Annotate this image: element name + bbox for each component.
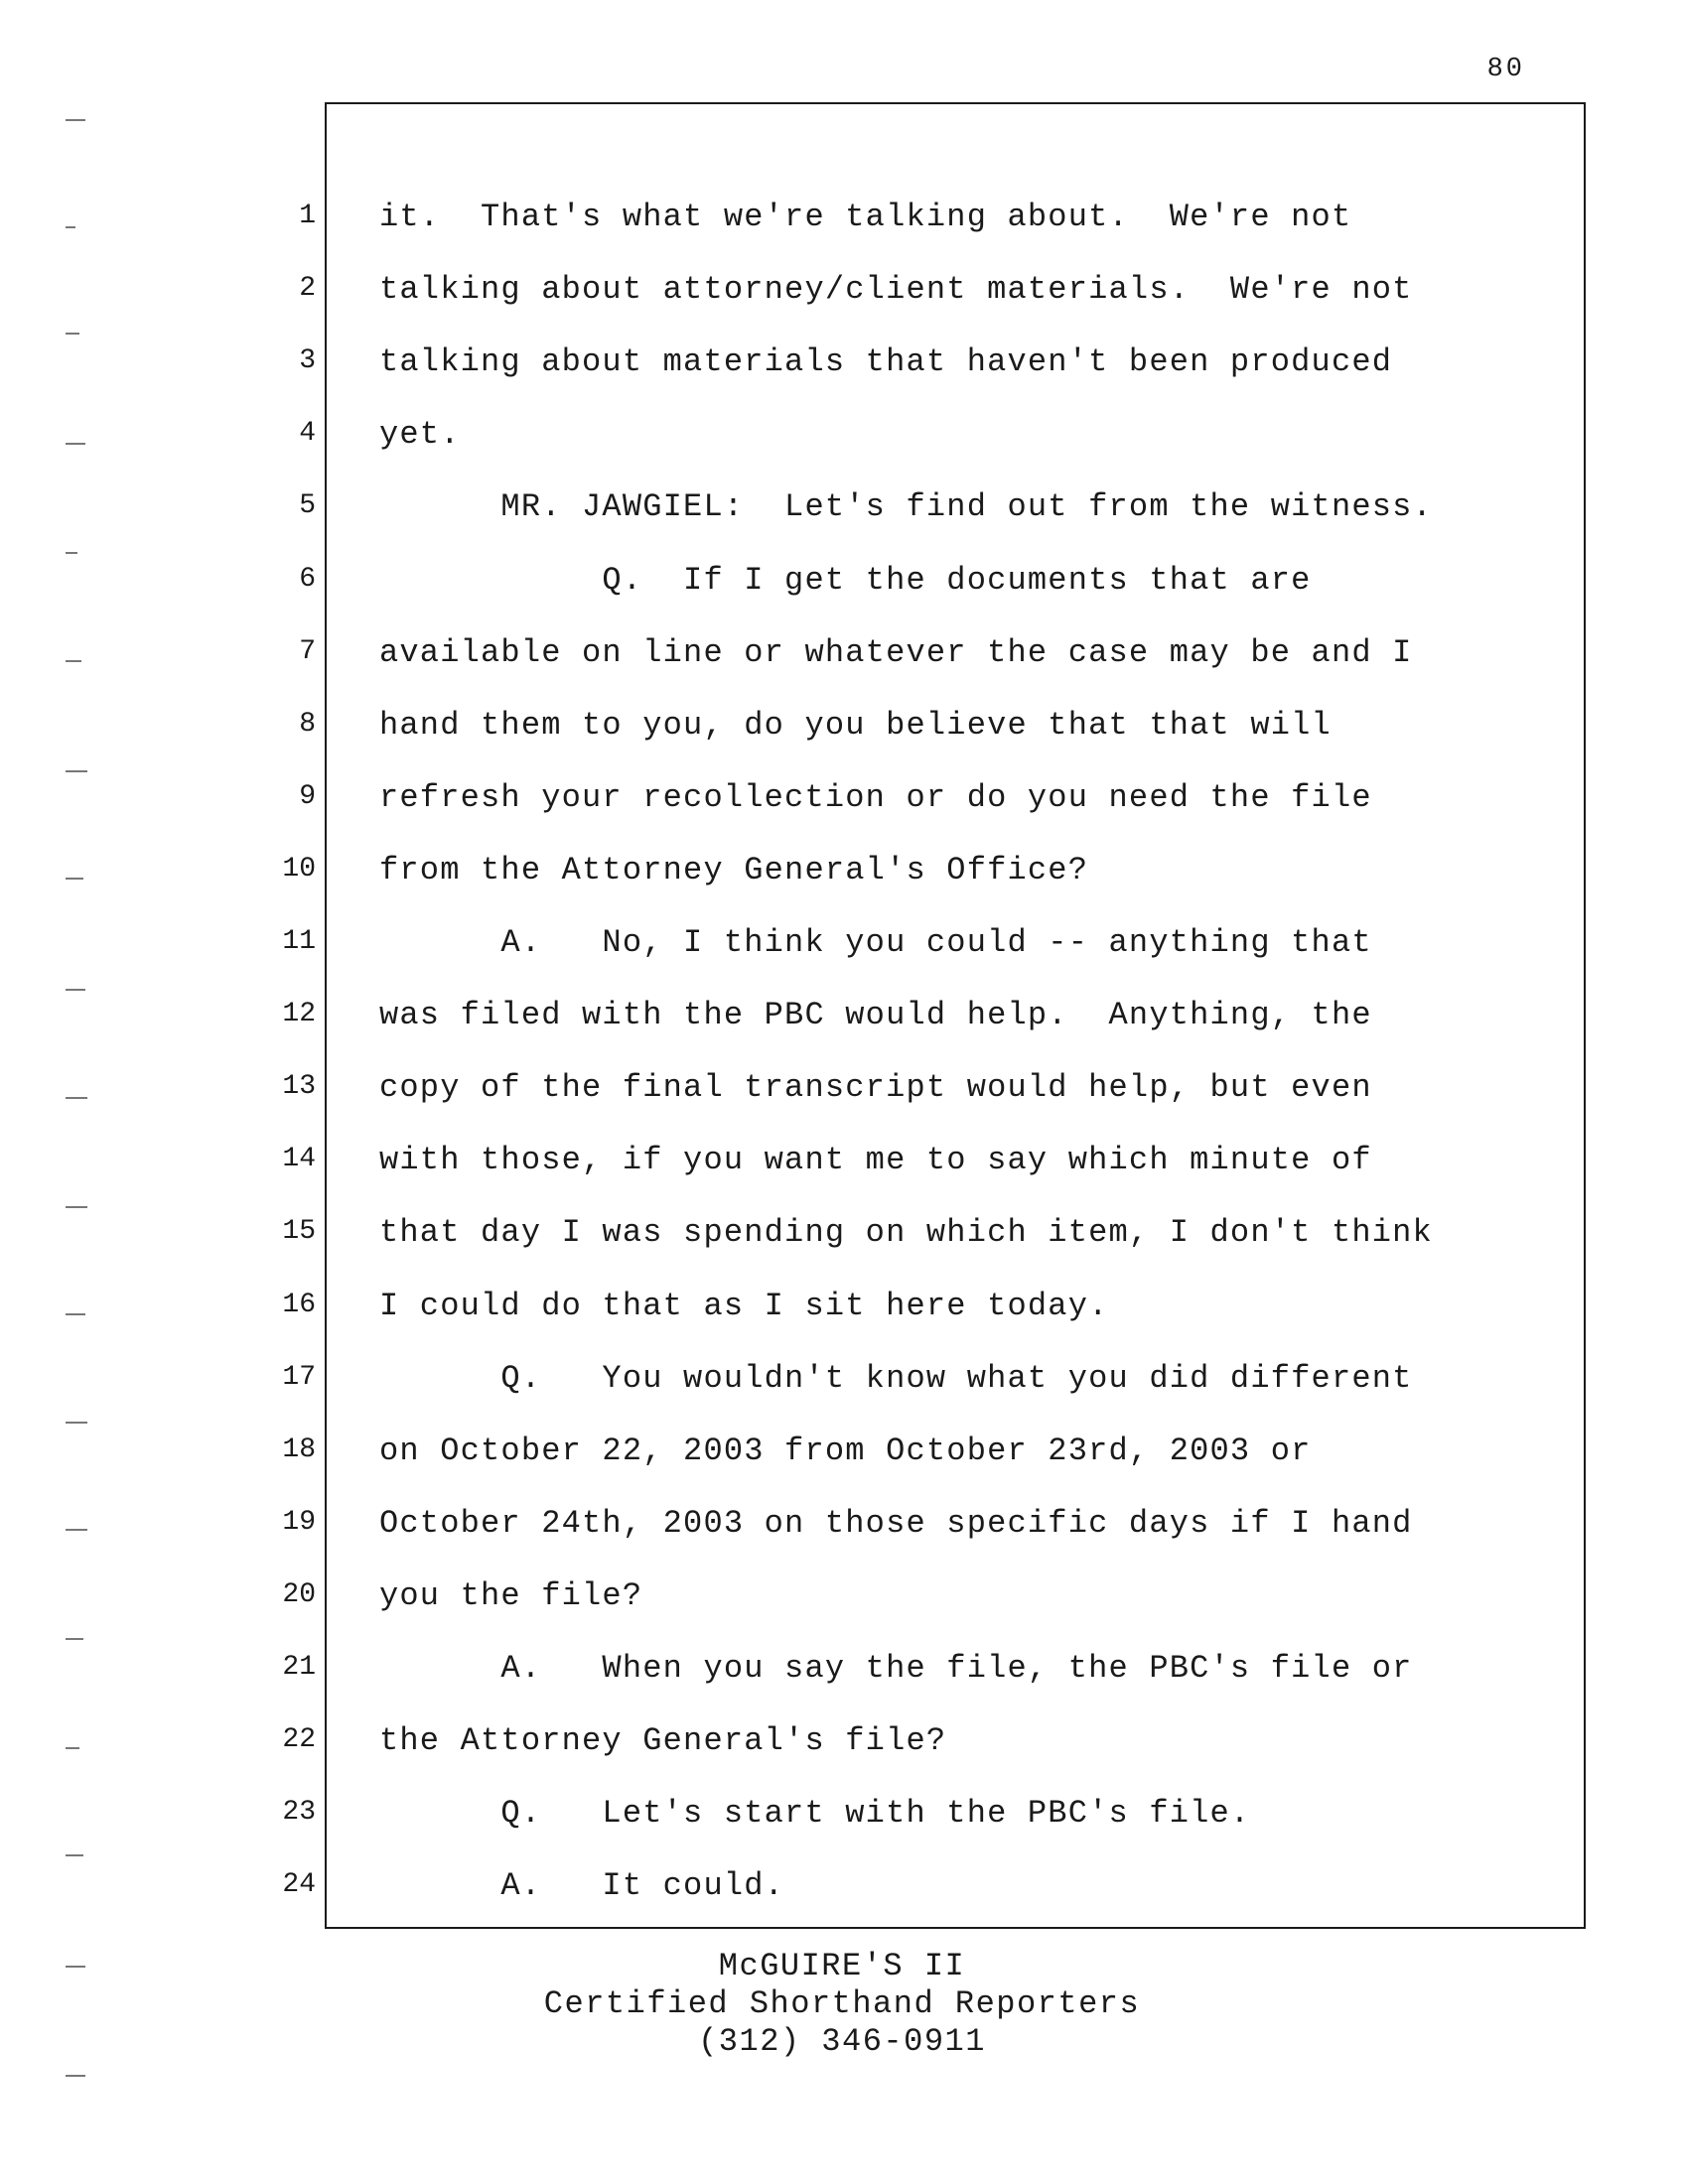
line-number: 21 [282,1652,316,1683]
line-number: 3 [299,345,316,376]
transcript-line: yet. [379,416,461,453]
margin-tick-mark [66,226,75,228]
reporter-subtitle: Certified Shorthand Reporters [543,1985,1141,2022]
transcript-line: A. It could. [379,1867,785,1904]
line-number: 5 [299,490,316,521]
margin-tick-mark [66,1747,79,1749]
transcript-line: from the Attorney General's Office? [379,852,1089,888]
transcript-line: Q. If I get the documents that are [379,562,1312,599]
margin-tick-mark [66,443,85,445]
line-number: 11 [282,926,316,957]
line-number: 8 [299,709,316,740]
line-number: 24 [282,1869,316,1900]
line-number: 23 [282,1797,316,1828]
margin-tick-mark [66,333,79,335]
line-number: 17 [282,1362,316,1393]
margin-tick-mark [66,1422,87,1424]
line-number: 4 [299,418,316,449]
line-number: 2 [299,273,316,304]
transcript-line: talking about attorney/client materials. We're not [379,271,1413,308]
transcript-line: that day I was spending on which item, I don't think [379,1214,1433,1251]
line-number: 19 [282,1507,316,1538]
transcript-line: was filed with the PBC would help. Anything, the [379,997,1372,1033]
margin-tick-mark [66,660,81,662]
line-number: 7 [299,636,316,667]
line-number: 18 [282,1434,316,1465]
line-number: 22 [282,1724,316,1755]
reporter-footer [0,1948,1684,2061]
transcript-line: with those, if you want me to say which minute of [379,1142,1372,1178]
transcript-line: hand them to you, do you believe that that will [379,707,1332,744]
line-number: 9 [299,781,316,812]
transcript-line: A. When you say the file, the PBC's file or [379,1650,1413,1687]
line-number: 14 [282,1144,316,1174]
line-number: 12 [282,999,316,1029]
page-number: 80 [1486,55,1525,84]
line-number: 20 [282,1579,316,1610]
transcript-line: A. No, I think you could -- anything that [379,924,1372,961]
margin-tick-mark [66,1206,87,1208]
reporter-phone: (312) 346-0911 [698,2023,986,2060]
margin-tick-mark [66,1097,87,1099]
transcript-line: MR. JAWGIEL: Let's find out from the witness. [379,488,1433,525]
transcript-line: available on line or whatever the case may be and I [379,634,1413,671]
margin-tick-mark [66,989,85,991]
line-number: 1 [299,201,316,231]
transcript-line: refresh your recollection or do you need the file [379,779,1372,816]
margin-tick-mark [66,770,87,772]
margin-tick-mark [66,1854,83,1856]
line-number: 13 [282,1071,316,1102]
line-number: 16 [282,1290,316,1320]
transcript-line: copy of the final transcript would help, but even [379,1069,1372,1106]
transcript-line: I could do that as I sit here today. [379,1288,1109,1324]
transcript-line: on October 22, 2003 from October 23rd, 2003 or [379,1433,1312,1469]
margin-tick-mark [66,878,83,880]
transcript-line: the Attorney General's file? [379,1722,947,1759]
line-number: 15 [282,1216,316,1247]
transcript-line: Q. Let's start with the PBC's file. [379,1795,1251,1832]
margin-tick-mark [66,2075,85,2077]
transcript-line: talking about materials that haven't been produced [379,343,1393,380]
line-number: 10 [282,854,316,885]
transcript-line: October 24th, 2003 on those specific days if I hand [379,1505,1413,1542]
transcript-line: Q. You wouldn't know what you did different [379,1360,1413,1397]
margin-tick-mark [66,1313,85,1315]
line-number: 6 [299,564,316,595]
margin-tick-mark [66,552,77,554]
margin-tick-mark [66,119,85,121]
transcript-line: you the file? [379,1577,643,1614]
margin-tick-mark [66,1529,87,1531]
margin-tick-mark [66,1638,83,1640]
transcript-line: it. That's what we're talking about. We're not [379,199,1352,235]
reporter-company: McGUIRE'S II [718,1948,966,1984]
